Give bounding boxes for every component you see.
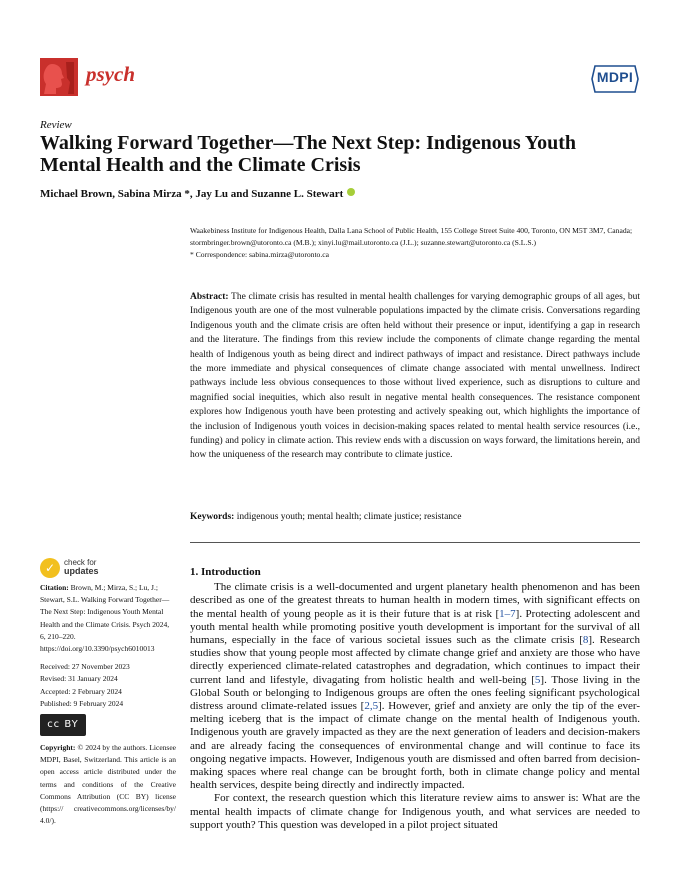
- cc-by-license-icon[interactable]: cc BY: [40, 714, 86, 736]
- text-run: The climate crisis is a well-documented and urgent planetary health phenomenon and has been described as one of the greatest threats to human health in modern times, with significant effects on the mental health of young people as it is their future that is at risk [: [190, 581, 640, 620]
- section-heading: 1. Introduction: [190, 566, 261, 578]
- text-run: ]. Protecting adolescent and youth mental health while promoting positive youth development is important for the survival of all humans, especially in the face of various societal issues such as the climate crisis [: [190, 607, 640, 647]
- article-info-sidebar: [40, 556, 176, 827]
- citation: [40, 582, 176, 655]
- abstract-label: Abstract:: [190, 292, 229, 302]
- citation-text: Brown, M.; Mirza, S.; Lu, J.; Stewart, S.L. Walking Forward Together—The Next Step: Indigenous Youth Mental Health and the Climate Crisis. Psych 2024, 6, 210–220. https://doi.org/10.3390/psych6010013: [40, 583, 170, 654]
- keywords-label: Keywords:: [190, 512, 235, 522]
- publisher-name: MDPI: [596, 69, 634, 85]
- paragraph-1: [190, 581, 640, 792]
- citation-link[interactable]: 8: [582, 634, 589, 647]
- abstract: [190, 290, 640, 463]
- check-line-1: check for: [64, 558, 97, 567]
- citation-link[interactable]: 5: [534, 673, 541, 686]
- orcid-icon[interactable]: [347, 188, 355, 196]
- copyright-notice: [40, 742, 176, 827]
- keywords: [190, 512, 640, 522]
- citation-label: Citation:: [40, 583, 69, 592]
- correspondence: * Correspondence: sabina.mirza@utoronto.ca: [190, 250, 329, 259]
- authors-text: Michael Brown, Sabina Mirza *, Jay Lu and Suzanne L. Stewart: [40, 188, 344, 200]
- article-title: Walking Forward Together—The Next Step: Indigenous Youth Mental Health and the Climate Crisis: [40, 132, 576, 176]
- paragraph-2: For context, the research question which this literature review aims to answer is: What are the mental health impacts of climate change for Indigenous youth, and what services are needed to support youth? This question was developed in a pilot project situated: [190, 792, 640, 831]
- text-run: ]. Those living in the Global South or belonging to Indigenous groups are often the ones feeling significant psychological distress around climate-related issues [: [190, 673, 640, 713]
- check-line-2: updates: [64, 566, 99, 576]
- psych-logo-icon: [40, 58, 78, 96]
- citation-link[interactable]: 2,5: [364, 700, 379, 713]
- check-for-updates-badge[interactable]: [40, 556, 176, 582]
- section-divider: [190, 542, 640, 543]
- article-type: Review: [40, 119, 72, 131]
- date-revised: Revised: 31 January 2024: [40, 674, 118, 684]
- journal-logo: [40, 58, 140, 96]
- checkmark-icon: ✓: [40, 558, 60, 578]
- affiliation-block: [190, 225, 640, 261]
- mdpi-logo: [590, 64, 640, 94]
- keywords-text: indigenous youth; mental health; climate justice; resistance: [236, 512, 462, 522]
- text-run: ]. However, grief and anxiety are only the tip of the ever-melting iceberg that is the impact of climate change on the mental health of Indigenous youth. Indigenous youth are gravely impacted as they are the next generation of leaders and decision-makers and are already facing the consequences of environmental change and will continue to face its ongoing negative impacts. However, Indigenous youth are dismissed and often barred from decision-making spaces where real change can be brought forth, both in climate change policy and mental health services, despite being directly and indirectly impacted.: [190, 700, 640, 792]
- main-body: [190, 566, 640, 832]
- copyright-text: © 2024 by the authors. Licensee MDPI, Basel, Switzerland. This article is an open access article distributed under the terms and conditions of the Creative Commons Attribution (CC BY) license (https:// creativecommons.org/licenses/by/ 4.0/).: [40, 743, 177, 826]
- text-run: ]. Research studies show that young people most affected by climate change grief and anxiety are those who have directly experienced climate-related catastrophes and degradation, which continues to impact their current land and lifestyle, divagating from holistic health and well-being [: [190, 634, 640, 686]
- citation-link[interactable]: 1–7: [499, 607, 516, 620]
- abstract-text: The climate crisis has resulted in mental health challenges for varying demographic groups of all ages, but Indigenous youth are one of the most vulnerable populations impacted by the climate crisis. Conversations regarding Indigenous youth and the climate crisis are often held without their presence or input, identifying a gap in research and the literature. The findings from this review include the components of climate change regarding the mental health of Indigenous youth as being direct and indirect pathways of impact and resistance. Direct pathways include the more immediate and physical consequences of climate change associated with mental unwellness. Indirect pathways include less obvious consequences to those without lived experience, such as disruptions to culture and magnified social inequities, which also result in negative mental health consequences. The resistance component explores how Indigenous youth have been protesting and actively speaking out, which highlights the importance of the inclusion of Indigenous youth voices in decision-making spaces related to mental health service resources (i.e., funding) and policy in climate action. This review ends with a discussion on ways forward, the limitations herein, and how the uniqueness of the research may contribute to climate justice.: [190, 292, 640, 461]
- author-list: [40, 188, 356, 200]
- copyright-label: Copyright:: [40, 743, 76, 753]
- affiliation: Waakebiness Institute for Indigenous Health, Dalla Lana School of Public Health, 155 College Street Suite 400, Toronto, ON M5T 3M7, Canada; stormbringer.brown@utoronto.ca (M.B.); xinyi.lu@mail.utoronto.ca (J.L.); suzanne.stewart@utoronto.ca (S.L.S.): [190, 226, 633, 247]
- journal-name: psych: [86, 62, 135, 86]
- date-published: Published: 9 February 2024: [40, 698, 124, 708]
- date-received: Received: 27 November 2023: [40, 662, 130, 672]
- date-accepted: Accepted: 2 February 2024: [40, 686, 122, 696]
